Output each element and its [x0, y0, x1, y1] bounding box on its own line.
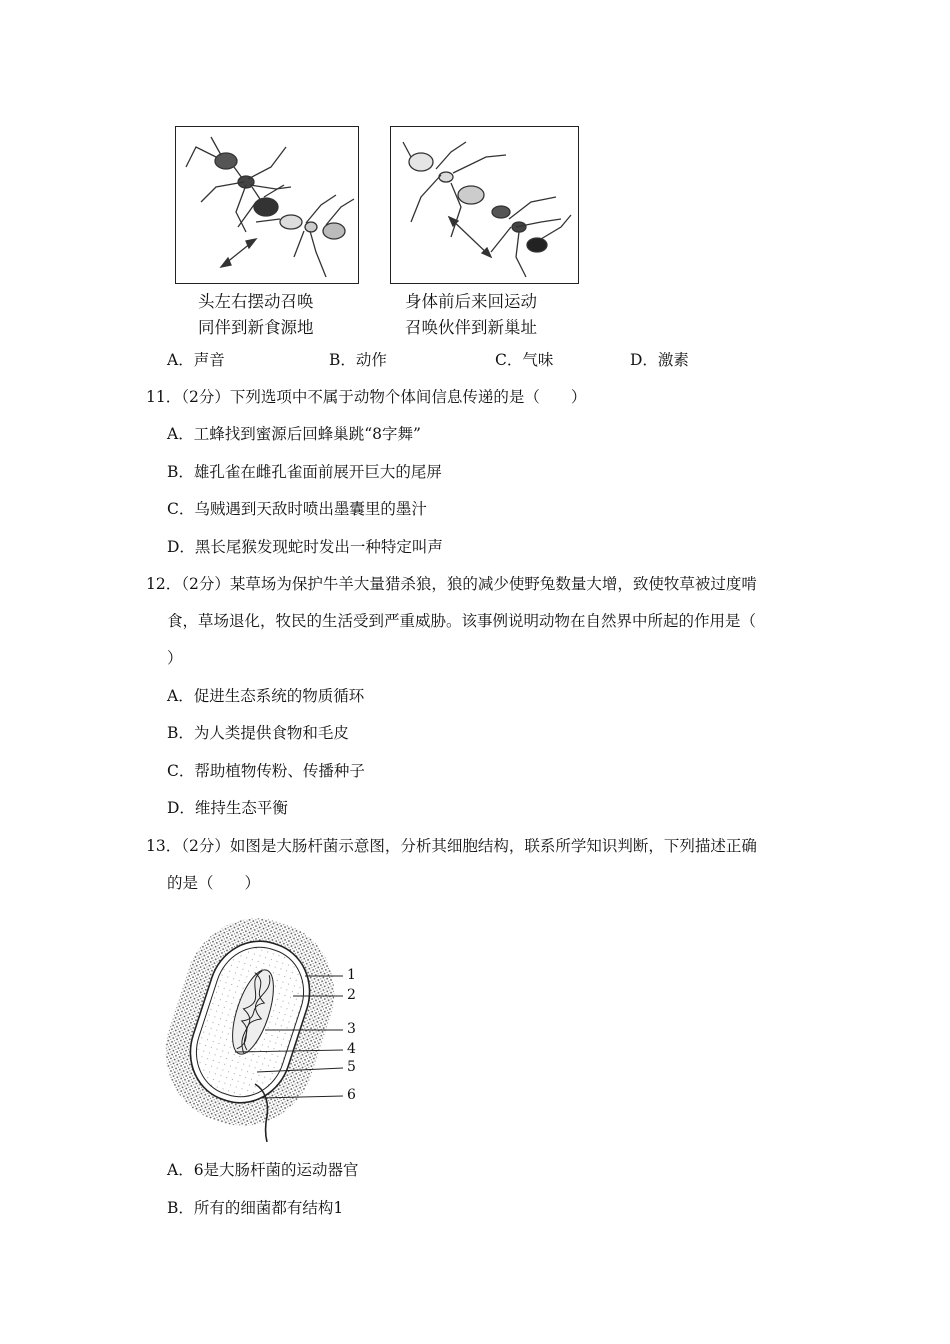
ecoli-label-3: 3	[347, 1021, 356, 1037]
ant-illustration-right	[391, 127, 578, 283]
q12-option-a[interactable]: A．促进生态系统的物质循环	[167, 687, 365, 705]
q12-stem-line1: 12．（2分）某草场为保护牛羊大量猎杀狼，狼的减少使野兔数量大增，致使牧草被过度啃	[146, 575, 757, 593]
q11-option-d[interactable]: D．黑长尾猴发现蛇时发出一种特定叫声	[167, 538, 443, 556]
ecoli-label-4: 4	[347, 1041, 356, 1057]
ant-illustration-left	[176, 127, 358, 283]
q13-stem-line2: 的是（ ）	[167, 874, 261, 892]
ant-figure-right	[390, 126, 579, 284]
ant-figure-left	[175, 126, 359, 284]
left-caption	[198, 289, 314, 341]
q11-option-a[interactable]: A．工蜂找到蜜源后回蜂巢跳“8字舞”	[167, 425, 421, 443]
q13-stem-line1: 13．（2分）如图是大肠杆菌示意图，分析其细胞结构，联系所学知识判断，下列描述正确	[146, 837, 757, 855]
left-caption-line1: 头左右摆动召唤	[198, 292, 314, 311]
q10-option-b[interactable]: B．动作	[329, 351, 387, 369]
ecoli-label-5: 5	[347, 1059, 356, 1075]
q10-option-c[interactable]: C．气味	[495, 351, 554, 369]
q12-stem-line3: ）	[167, 649, 183, 667]
q12-option-b[interactable]: B．为人类提供食物和毛皮	[167, 724, 349, 742]
left-caption-line2: 同伴到新食源地	[198, 318, 314, 337]
q12-option-c[interactable]: C．帮助植物传粉、传播种子	[167, 762, 365, 780]
right-caption-line2: 召唤伙伴到新巢址	[405, 318, 537, 337]
q12-stem-line2: 食，草场退化，牧民的生活受到严重威胁。该事例说明动物在自然界中所起的作用是（	[167, 612, 757, 630]
q11-option-c[interactable]: C．乌贼遇到天敌时喷出墨囊里的墨汁	[167, 500, 427, 518]
q10-option-a[interactable]: A．声音	[167, 351, 225, 369]
q13-option-a[interactable]: A．6是大肠杆菌的运动器官	[167, 1161, 359, 1179]
ecoli-illustration	[165, 912, 365, 1142]
q11-option-b[interactable]: B．雄孔雀在雌孔雀面前展开巨大的尾屏	[167, 463, 442, 481]
right-caption-line1: 身体前后来回运动	[405, 292, 537, 311]
q12-option-d[interactable]: D．维持生态平衡	[167, 799, 288, 817]
q10-option-d[interactable]: D．激素	[630, 351, 689, 369]
q13-option-b[interactable]: B．所有的细菌都有结构1	[167, 1199, 344, 1217]
ecoli-label-6: 6	[347, 1087, 356, 1103]
right-caption	[405, 289, 537, 341]
ecoli-figure	[165, 912, 365, 1142]
ecoli-label-2: 2	[347, 987, 356, 1003]
ecoli-label-1: 1	[347, 967, 356, 983]
q11-stem: 11．（2分）下列选项中不属于动物个体间信息传递的是（ ）	[146, 388, 587, 406]
